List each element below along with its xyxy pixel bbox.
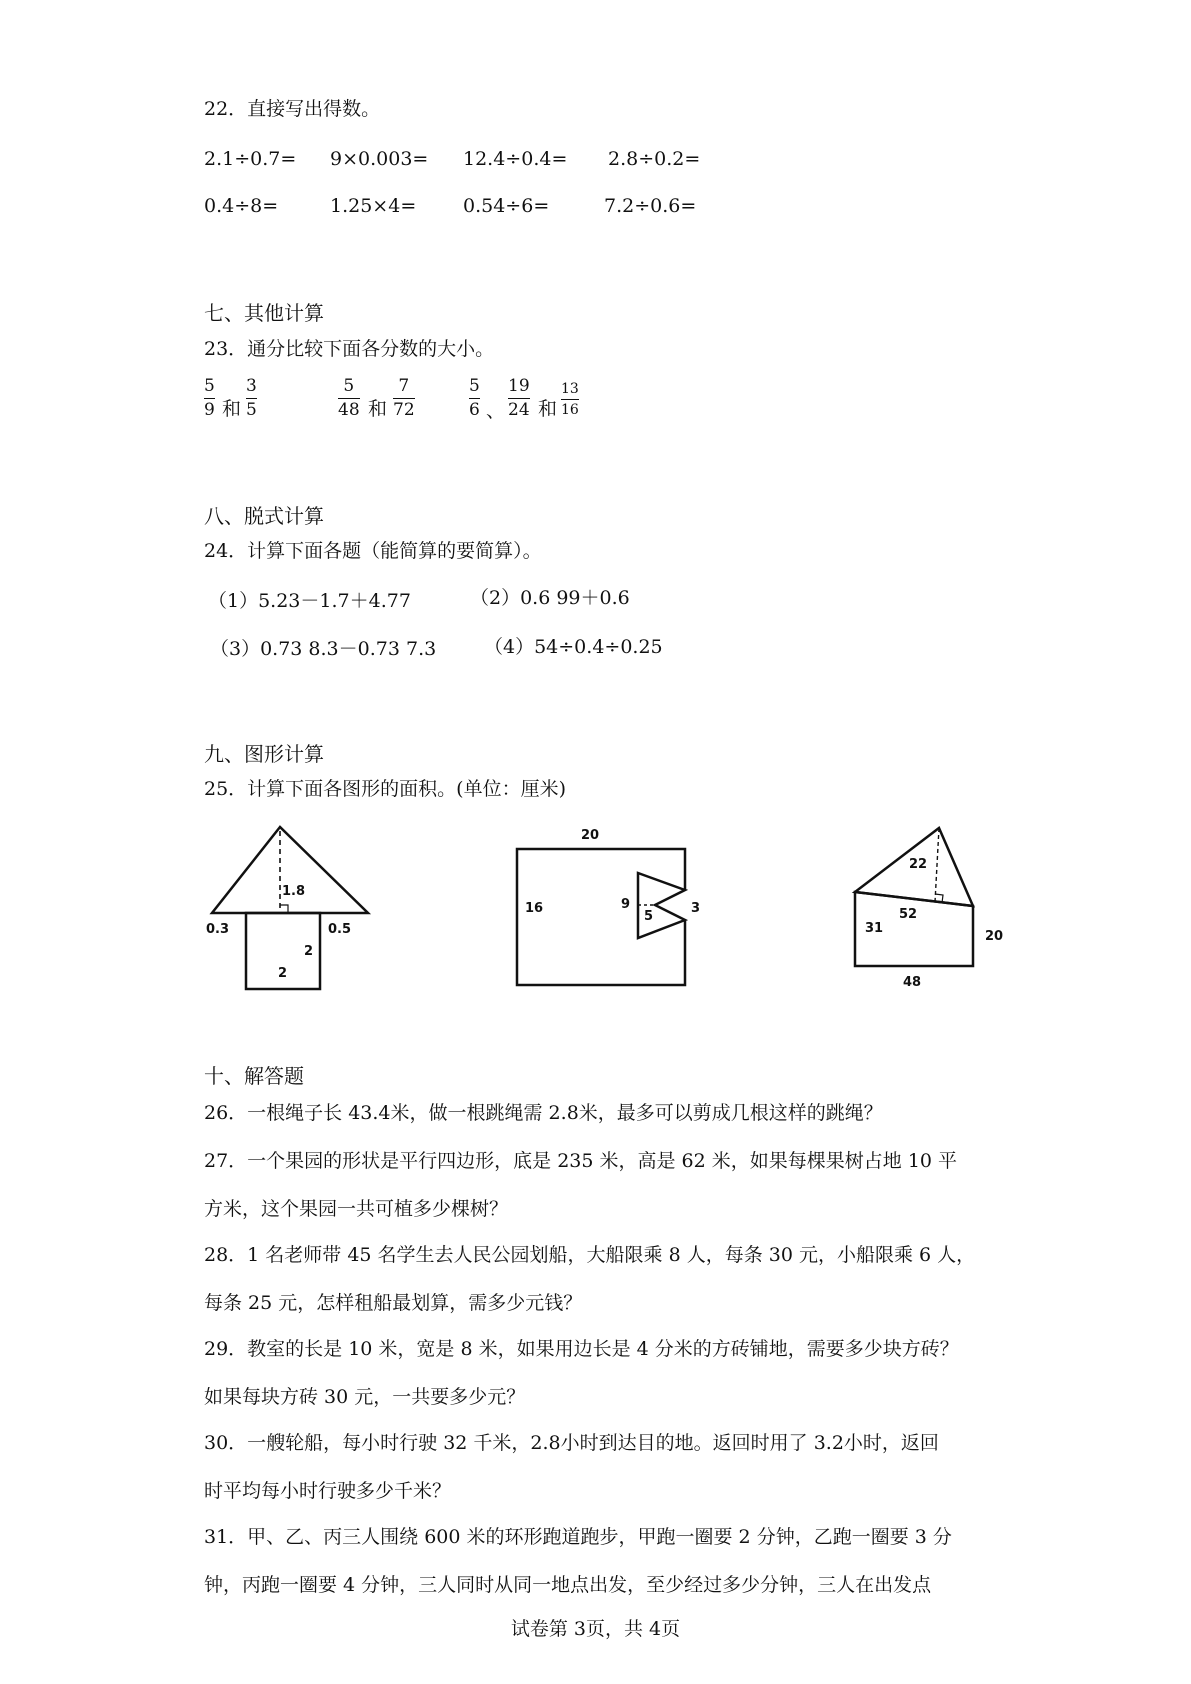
and-word: 和: [368, 398, 388, 420]
q24-title: 24．计算下面各题（能简算的要简算）。: [204, 540, 542, 562]
and-word: 和: [222, 398, 242, 420]
fraction: 13 16: [561, 381, 579, 418]
q22-expr: 2.1÷0.7=: [204, 148, 297, 170]
fraction: 19 24: [508, 376, 530, 420]
fraction: 5 9: [204, 376, 215, 420]
q24-item: （3）0.73 8.3－0.73 7.3: [210, 638, 437, 660]
label-left: 16: [525, 901, 544, 916]
label-left: 0.3: [206, 922, 230, 937]
label-altitude: 22: [909, 857, 928, 872]
problem-line: 26．一根绳子长 43.4米，做一根跳绳需 2.8米，最多可以剪成几根这样的跳绳？: [204, 1102, 883, 1124]
q22-expr: 0.54÷6=: [463, 195, 550, 217]
q23-title: 23．通分比较下面各分数的大小。: [204, 338, 495, 360]
section-heading: 八、脱式计算: [204, 504, 324, 528]
problem-line: 28．1 名老师带 45 名学生去人民公园划船，大船限乘 8 人，每条 30 元，小船限乘 6 人，: [204, 1244, 976, 1266]
label-tri-base: 5: [644, 909, 654, 924]
page-footer: 试卷第 3页，共 4页: [510, 1618, 681, 1640]
and-word: 和: [538, 398, 558, 420]
problem-line: 每条 25 元，怎样租船最划算，需多少元钱？: [204, 1292, 583, 1314]
problem-line: 时平均每小时行驶多少千米？: [204, 1480, 452, 1502]
q22-expr: 1.25×4=: [330, 195, 417, 217]
fraction: 7 72: [393, 376, 415, 420]
figure-notched-rectangle: [505, 825, 725, 995]
problem-line: 30．一艘轮船，每小时行驶 32 千米，2.8小时到达目的地。返回时用了 3.2小时，返回: [204, 1432, 939, 1454]
problem-line: 方米，这个果园一共可植多少棵树？: [204, 1198, 509, 1220]
label-bottom: 48: [903, 975, 922, 990]
problem-line: 31．甲、乙、丙三人围绕 600 米的环形跑道跑步，甲跑一圈要 2 分钟，乙跑一圈要 3 分: [204, 1526, 952, 1548]
problem-line: 27．一个果园的形状是平行四边形，底是 235 米，高是 62 米，如果每棵果树占地 10 平: [204, 1150, 958, 1172]
problem-line: 如果每块方砖 30 元，一共要多少元？: [204, 1386, 526, 1408]
label-right: 20: [985, 929, 1004, 944]
label-diagonal: 52: [899, 907, 918, 922]
fraction: 3 5: [246, 376, 257, 420]
fraction: 5 48: [338, 376, 360, 420]
label-height: 1.8: [282, 884, 306, 899]
section-heading: 十、解答题: [204, 1064, 304, 1088]
label-top: 20: [581, 828, 600, 843]
label-tri-height: 9: [621, 897, 631, 912]
figure-triangle-trapezoid: [845, 820, 1045, 1000]
section-heading: 七、其他计算: [204, 301, 324, 325]
q22-expr: 0.4÷8=: [204, 195, 279, 217]
label-left: 31: [865, 921, 884, 936]
label-right: 0.5: [328, 922, 352, 937]
label-gap: 3: [691, 901, 701, 916]
q24-item: （4）54÷0.4÷0.25: [484, 636, 663, 658]
problem-line: 29．教室的长是 10 米，宽是 8 米，如果用边长是 4 分米的方砖铺地，需要多少块方砖？: [204, 1338, 959, 1360]
q22-expr: 9×0.003=: [330, 148, 429, 170]
q22-expr: 7.2÷0.6=: [604, 195, 697, 217]
q24-item: （1）5.23－1.7＋4.77: [208, 590, 411, 612]
section-heading: 九、图形计算: [204, 742, 324, 766]
problem-line: 钟，丙跑一圈要 4 分钟，三人同时从同一地点出发，至少经过多少分钟，三人在出发点: [204, 1574, 932, 1596]
label-side: 2: [304, 944, 314, 959]
q25-title: 25．计算下面各图形的面积。(单位：厘米): [204, 778, 567, 800]
q24-item: （2）0.6 99＋0.6: [470, 587, 630, 609]
comma: 、: [486, 400, 506, 422]
label-bottom: 2: [278, 966, 288, 981]
q22-title: 22．直接写出得数。: [204, 98, 381, 120]
fraction: 5 6: [469, 376, 480, 420]
q22-expr: 2.8÷0.2=: [608, 148, 701, 170]
q22-expr: 12.4÷0.4=: [463, 148, 568, 170]
figure-triangle-square: [200, 825, 380, 995]
